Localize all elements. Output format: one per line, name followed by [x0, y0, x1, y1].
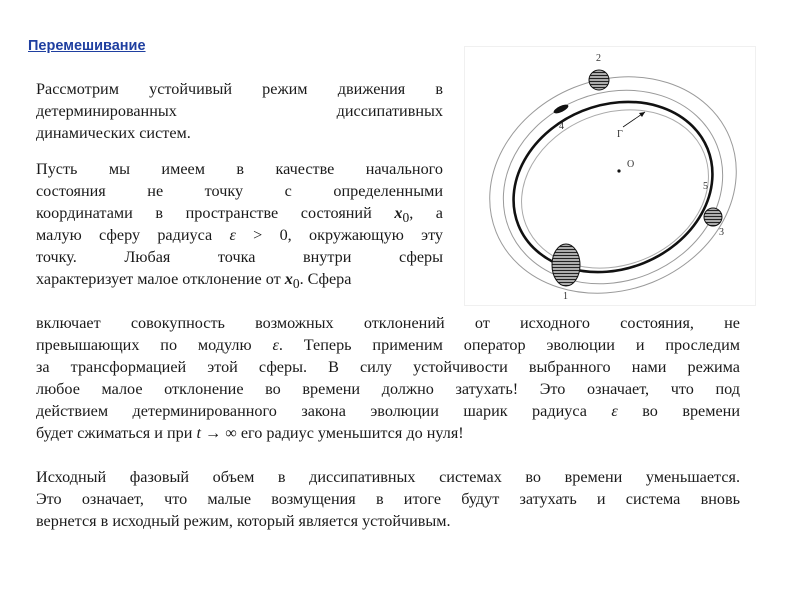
text-line-epsilon: [36, 334, 740, 356]
text-line: включает совокупность возможных отклонений от исходного состояния, не: [36, 314, 740, 332]
text-fragment: его радиус уменьшится до нуля!: [240, 424, 464, 442]
text-fragment: > 0, окружающую эту: [253, 226, 444, 244]
text-line: детерминированных диссипативных: [36, 102, 443, 120]
text-fragment: , а: [409, 204, 443, 222]
label-1: 1: [563, 291, 568, 302]
text-fragment: во времени: [642, 402, 740, 420]
text-line: любое малое отклонение во времени должно затухать! Это означает, что под: [36, 380, 740, 398]
text-fragment: Сфера: [307, 270, 352, 288]
arrow-infinity: → ∞: [205, 424, 237, 442]
orbit-diagram: [465, 47, 755, 305]
text-line-limit: [36, 422, 740, 444]
orbit-figure: [464, 46, 756, 306]
text-line-x0: [36, 202, 443, 224]
paragraph-intro: [36, 78, 443, 144]
text-line: точку. Любая точка внутри сферы: [36, 248, 443, 266]
t-symbol: t: [196, 424, 201, 442]
text-fragment: действием детерминированного закона эволюции шарик радиуса: [36, 402, 587, 420]
page-title: Перемешивание: [28, 38, 146, 54]
label-4: 4: [559, 121, 564, 132]
body-1: [552, 244, 580, 286]
text-line: состояния не точку с определенными: [36, 182, 443, 200]
label-5: 5: [703, 181, 708, 192]
epsilon-symbol: ε: [611, 402, 618, 420]
inner-orbit: [498, 83, 733, 296]
label-gamma: Г: [617, 129, 623, 140]
x0-subscript: 0: [292, 276, 300, 292]
origin-dot: [617, 169, 620, 172]
body-3: [704, 208, 722, 226]
paragraph-evolution: [36, 312, 740, 444]
x0-symbol: x: [394, 204, 403, 222]
epsilon-symbol: ε: [229, 226, 236, 244]
text-line: Исходный фазовый объем в диссипативных системах во времени уменьшается.: [36, 468, 740, 486]
text-line: Это означает, что малые возмущения в итоге будут затухать и система вновь: [36, 490, 740, 508]
label-2: 2: [596, 53, 601, 64]
label-3: 3: [719, 227, 724, 238]
text-fragment: малую сферу радиуса: [36, 226, 213, 244]
text-fragment: . Теперь применим оператор эволюции и проследим: [278, 336, 741, 354]
text-line-epsilon: [36, 400, 740, 422]
text-fragment: превышающих по модулю: [36, 336, 252, 354]
paragraph-conclusion: [36, 466, 740, 532]
paragraph-sphere: [36, 158, 443, 290]
text-fragment: координатами в пространстве состояний: [36, 204, 372, 222]
text-line: Рассмотрим устойчивый режим движения в: [36, 80, 443, 98]
epsilon-symbol: ε: [272, 336, 279, 354]
text-line: динамических систем.: [36, 124, 191, 142]
text-fragment: будет сжиматься и при: [36, 424, 193, 442]
body-2: [589, 70, 609, 90]
text-line: за трансформацией этой сферы. В силу устойчивости выбранного нами режима: [36, 358, 740, 376]
label-origin: O: [627, 159, 635, 170]
x0-subscript: 0: [402, 210, 410, 226]
text-line-epsilon: [36, 224, 443, 246]
text-line: Пусть мы имеем в качестве начального: [36, 160, 443, 178]
text-line: вернется в исходный режим, который является устойчивым.: [36, 512, 451, 530]
x0-symbol: x: [284, 270, 293, 288]
text-fragment: характеризует малое отклонение от: [36, 270, 281, 288]
gamma-arrowhead: [639, 112, 645, 117]
text-line-x0-end: характеризует малое отклонение от $x_0$. Сфера: [36, 270, 352, 292]
